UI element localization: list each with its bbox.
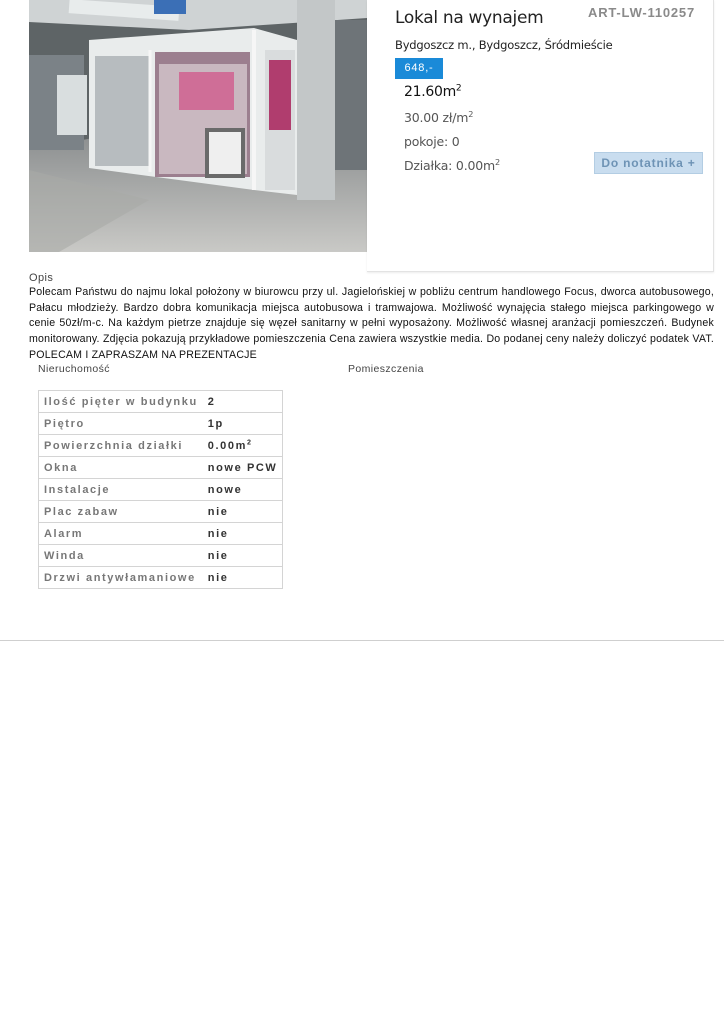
rooms-section-title: Pomieszczenia <box>348 363 424 375</box>
property-value: nowe PCW <box>203 457 283 479</box>
property-section-title: Nieruchomość <box>38 363 110 375</box>
table-row <box>39 567 283 589</box>
property-value: nie <box>203 567 283 589</box>
table-row <box>39 545 283 567</box>
price-per-m2: 30.00 $zł/m^2$ <box>404 108 474 125</box>
listing-photo <box>29 0 367 252</box>
property-value: 2 <box>203 391 283 413</box>
table-row <box>39 523 283 545</box>
table-row <box>39 435 283 457</box>
property-label: Piętro <box>39 413 203 435</box>
listing-summary-card <box>367 0 714 272</box>
table-row <box>39 457 283 479</box>
property-label: Okna <box>39 457 203 479</box>
property-value: nowe <box>203 479 283 501</box>
area-value: $21.60m^2$ <box>404 83 462 100</box>
property-label: Plac zabaw <box>39 501 203 523</box>
table-row <box>39 479 283 501</box>
property-label: Winda <box>39 545 203 567</box>
plot-area: Działka: $0.00m^2$ <box>404 156 500 173</box>
price-badge: 648,- <box>395 58 443 79</box>
description-label: Opis <box>29 272 54 284</box>
listing-reference: ART-LW-110257 <box>588 5 695 20</box>
property-value: nie <box>203 523 283 545</box>
rooms-count: pokoje: 0 <box>404 134 460 149</box>
table-row <box>39 391 283 413</box>
property-value: nie <box>203 545 283 567</box>
table-row <box>39 413 283 435</box>
property-value: nie <box>203 501 283 523</box>
listing-title: Lokal na wynajem <box>395 8 544 28</box>
table-row <box>39 501 283 523</box>
add-to-notebook-button[interactable]: Do notatnika + <box>594 152 703 174</box>
property-details-table <box>38 390 283 589</box>
property-label: Instalacje <box>39 479 203 501</box>
property-label: Alarm <box>39 523 203 545</box>
property-label: Powierzchnia działki <box>39 435 203 457</box>
property-value: $0.00m^2$ <box>203 435 283 457</box>
property-value: 1p <box>203 413 283 435</box>
property-label: Ilość pięter w budynku <box>39 391 203 413</box>
property-label: Drzwi antywłamaniowe <box>39 567 203 589</box>
page-divider <box>0 640 724 641</box>
description-text: Polecam Państwu do najmu lokal położony w biurowcu przy ul. Jagielońskiej w pobliżu centrum handlowego Focus, dworca autobusowego, Pałacu młodzieży. Bardzo dobra komunikacja miejsca autobusowa i tramwajowa. Możliwość wynajęcia stałego miejsca parkingowego w cenie 50zł/m-c. Na każdym pietrze znajduje się węzeł sanitarny w pełni wyposażony. Możliwość własnej aranżacji pomieszczeń. Budynek monitorowany. Zdjęcia pokazują przykładowe pomieszczenia Cena zawiera wszystkie media. Do podanej ceny należy doliczyć podatek VAT. POLECAM I ZAPRASZAM NA PREZENTACJE <box>29 286 714 361</box>
listing-location: Bydgoszcz m., Bydgoszcz, Śródmieście <box>395 38 613 52</box>
